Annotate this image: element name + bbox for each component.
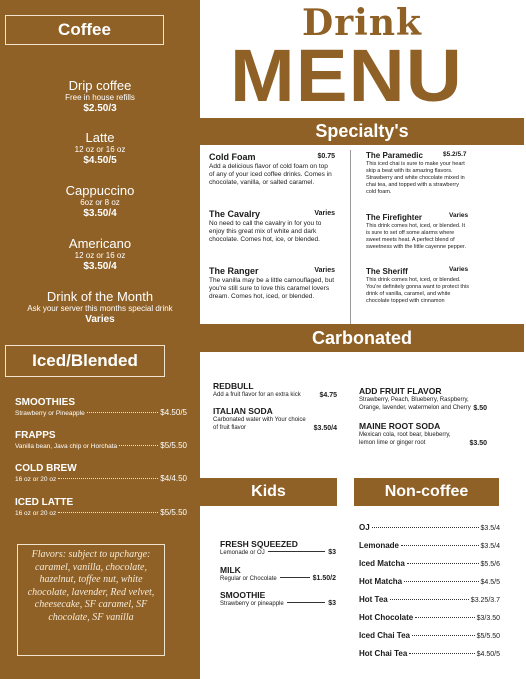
item-name: SMOOTHIES	[15, 397, 76, 408]
item-name: Hot Matcha	[359, 577, 403, 586]
item-name: Hot Tea	[359, 595, 388, 604]
item-desc: 16 oz or 20 oz	[15, 476, 57, 483]
item-name: COLD BREW	[15, 463, 77, 474]
item-name: OJ	[359, 523, 370, 532]
item-price: $4/4.50	[160, 474, 187, 483]
item-name: Iced Matcha	[359, 559, 405, 568]
item-price: $3/3.50	[476, 615, 500, 622]
title-drink: Drink	[302, 2, 422, 44]
item-desc: Lemonade or OJ	[220, 550, 265, 556]
item-price: $4.50/5	[83, 155, 117, 166]
coffee-item	[0, 78, 200, 114]
item-desc: Add a delicious flavor of cold foam on top of any of your iced coffee drinks. Comes in chocolate, vanilla, or salted caramel.	[209, 163, 332, 187]
carbonated-item	[213, 406, 337, 432]
item-price: Varies	[314, 267, 335, 274]
item-desc: Regular or Chocolate	[220, 576, 277, 582]
item-name: The Firefighter	[366, 213, 423, 222]
item-price: Varies	[85, 314, 115, 325]
item-price: $5.5/6	[480, 561, 500, 568]
kids-heading	[200, 478, 337, 506]
specialty-heading-label: Specialty's	[315, 121, 409, 141]
item-name: Cappuccino	[65, 183, 135, 198]
coffee-item	[0, 289, 200, 325]
coffee-item	[0, 130, 200, 166]
noncoffee-item	[359, 559, 500, 568]
item-name: Hot Chocolate	[359, 613, 414, 622]
kids-heading-label: Kids	[251, 483, 286, 500]
item-name: MAINE ROOT SODA	[359, 421, 441, 431]
item-name: REDBULL	[213, 381, 254, 391]
item-price: $1.50/2	[312, 575, 336, 582]
item-price: $4.75	[319, 392, 337, 399]
kids-item	[220, 565, 336, 583]
item-name: Hot Chai Tea	[359, 649, 408, 658]
item-price: $3.50/4	[83, 261, 117, 272]
iced-item	[15, 463, 187, 483]
leader-dots	[390, 599, 469, 600]
noncoffee-item	[359, 631, 500, 640]
item-desc: No need to call the cavalry in for you to enjoy this great mix of white and dark chocolate. Comes hot, ice, or blended.	[209, 220, 322, 244]
leader-dots	[409, 653, 474, 654]
item-price: $3.50/4	[83, 208, 117, 219]
item-name: Cold Foam	[209, 152, 256, 162]
item-price: $4.50/5	[476, 651, 500, 658]
item-note: Ask your server this months special drink	[27, 304, 173, 313]
item-price: Varies	[449, 266, 469, 273]
carbonated-heading-label: Carbonated	[311, 328, 412, 348]
item-desc: This drink comes hot, iced, or blended. It is sure to set off some alarms where sweet meets heat. A perfect blend of sweetness with the little cayenne pepper.	[366, 223, 466, 250]
specialty-item	[209, 266, 335, 302]
item-desc: The vanilla may be a little camouflaged, but you're still sure to love this caramel lovers dream. Comes hot, iced, or blended.	[209, 277, 335, 301]
title-menu: MENU	[230, 34, 463, 117]
item-price: $0.75	[317, 153, 335, 160]
item-note: 12 oz or 16 oz	[74, 145, 126, 154]
item-desc: Vanilla bean, Java chip or Horchata	[15, 443, 118, 450]
item-price: $5.2/5.7	[443, 151, 467, 158]
item-name: MILK	[220, 565, 241, 575]
carbonated-item	[359, 421, 487, 447]
leader-dots	[407, 563, 479, 564]
noncoffee-item	[359, 613, 500, 622]
carbonated-item	[359, 386, 487, 412]
item-price: $3.50	[469, 439, 487, 447]
kids-item	[220, 539, 336, 557]
item-price: $4.50/5	[160, 408, 187, 417]
item-price: Varies	[314, 210, 335, 217]
item-price: $3.25/3.7	[470, 597, 500, 604]
iced-item	[15, 430, 187, 450]
leader-line	[280, 577, 310, 578]
leader-dots	[401, 545, 479, 546]
leader-dots	[58, 512, 158, 513]
specialty-item	[209, 209, 335, 245]
left-panel	[0, 0, 200, 679]
coffee-item	[0, 236, 200, 272]
item-name: Lemonade	[359, 541, 400, 550]
item-desc: Strawberry or Pineapple	[15, 410, 85, 417]
item-note: 12 oz or 16 oz	[74, 251, 126, 260]
leader-line	[268, 551, 326, 552]
item-note: Free in house refills	[65, 93, 135, 102]
item-name: Drink of the Month	[46, 289, 154, 304]
item-price: Varies	[449, 212, 469, 219]
item-price: $5/5.50	[476, 633, 500, 640]
coffee-heading: Coffee	[5, 15, 164, 45]
item-price: $2.50/3	[83, 103, 117, 114]
item-price: $3.5/4	[480, 543, 500, 550]
item-price: $.50	[473, 404, 487, 412]
coffee-item	[0, 183, 200, 219]
item-name: The Paramedic	[366, 151, 423, 160]
item-note: 6oz or 8 oz	[80, 198, 120, 207]
flavors-note: Flavors: subject to upcharge: caramel, vanilla, chocolate, hazelnut, toffee nut, white chocolate, lavender, Red velvet, cheesecake, SF caramel, SF chocolate, SF vanilla	[17, 544, 165, 656]
iced-item	[15, 497, 187, 517]
item-price: $5/5.50	[160, 508, 187, 517]
item-desc: This drink comes hot, iced, or blended. You're definitely gonna want to protect this drink of vanilla, caramel, and white chocolate topped with cinnamon	[366, 277, 469, 304]
item-name: Iced Chai Tea	[359, 631, 410, 640]
item-desc: Add a fruit flavor for an extra kick	[213, 392, 301, 398]
noncoffee-item	[359, 541, 500, 550]
specialty-heading	[200, 118, 524, 145]
specialty-item	[209, 152, 335, 188]
leader-dots	[412, 635, 475, 636]
item-name: ICED LATTE	[15, 497, 74, 508]
item-price: $3	[328, 549, 336, 556]
noncoffee-item	[359, 595, 500, 604]
item-name: The Ranger	[209, 266, 259, 276]
leader-dots	[415, 617, 474, 618]
item-desc: Mexican cola, root bear, blueberry, lemon lime or ginger root	[359, 432, 451, 446]
item-desc: Strawberry, Peach, Blueberry, Raspberry, Orange, lavender, watermelon and Cherry	[359, 397, 471, 411]
item-price: $3.5/4	[480, 525, 500, 532]
item-name: SMOOTHIE	[220, 590, 266, 600]
noncoffee-item	[359, 649, 500, 658]
item-name: ADD FRUIT FLAVOR	[359, 386, 442, 396]
column-divider	[350, 150, 351, 330]
item-price: $3.50/4	[313, 424, 337, 432]
carbonated-item	[213, 381, 337, 400]
item-price: $3	[328, 600, 336, 607]
item-desc: Strawberry or pineapple	[220, 601, 284, 607]
item-desc: This iced chai is sure to make your heart skip a beat with its amazing flavors. Strawberry and white chocolate mixed in chai tea, and topped with a strawberry cold foam.	[366, 161, 465, 195]
item-name: The Sheriff	[366, 267, 408, 276]
leader-dots	[58, 478, 158, 479]
leader-dots	[87, 412, 159, 413]
leader-dots	[404, 581, 478, 582]
leader-line	[287, 602, 326, 603]
item-name: FRESH SQUEEZED	[220, 539, 298, 549]
item-desc: 16 oz or 20 oz	[15, 510, 57, 517]
kids-item	[220, 590, 336, 608]
iced-item	[15, 397, 187, 417]
noncoffee-heading-label: Non-coffee	[384, 483, 469, 500]
noncoffee-item	[359, 523, 500, 532]
carbonated-heading	[200, 324, 524, 352]
item-name: ITALIAN SODA	[213, 406, 273, 416]
item-price: $4.5/5	[480, 579, 500, 586]
item-name: Latte	[85, 130, 115, 145]
item-price: $5/5.50	[160, 441, 187, 450]
item-name: Americano	[68, 236, 132, 251]
item-name: FRAPPS	[15, 430, 56, 441]
leader-dots	[372, 527, 479, 528]
leader-dots	[119, 445, 158, 446]
item-desc: Carbonated water with Your choice of fruit flavor	[213, 417, 306, 431]
noncoffee-heading	[354, 478, 499, 506]
item-name: Drip coffee	[68, 78, 132, 93]
iced-heading: Iced/Blended	[5, 345, 165, 377]
noncoffee-item	[359, 577, 500, 586]
item-name: The Cavalry	[209, 209, 261, 219]
